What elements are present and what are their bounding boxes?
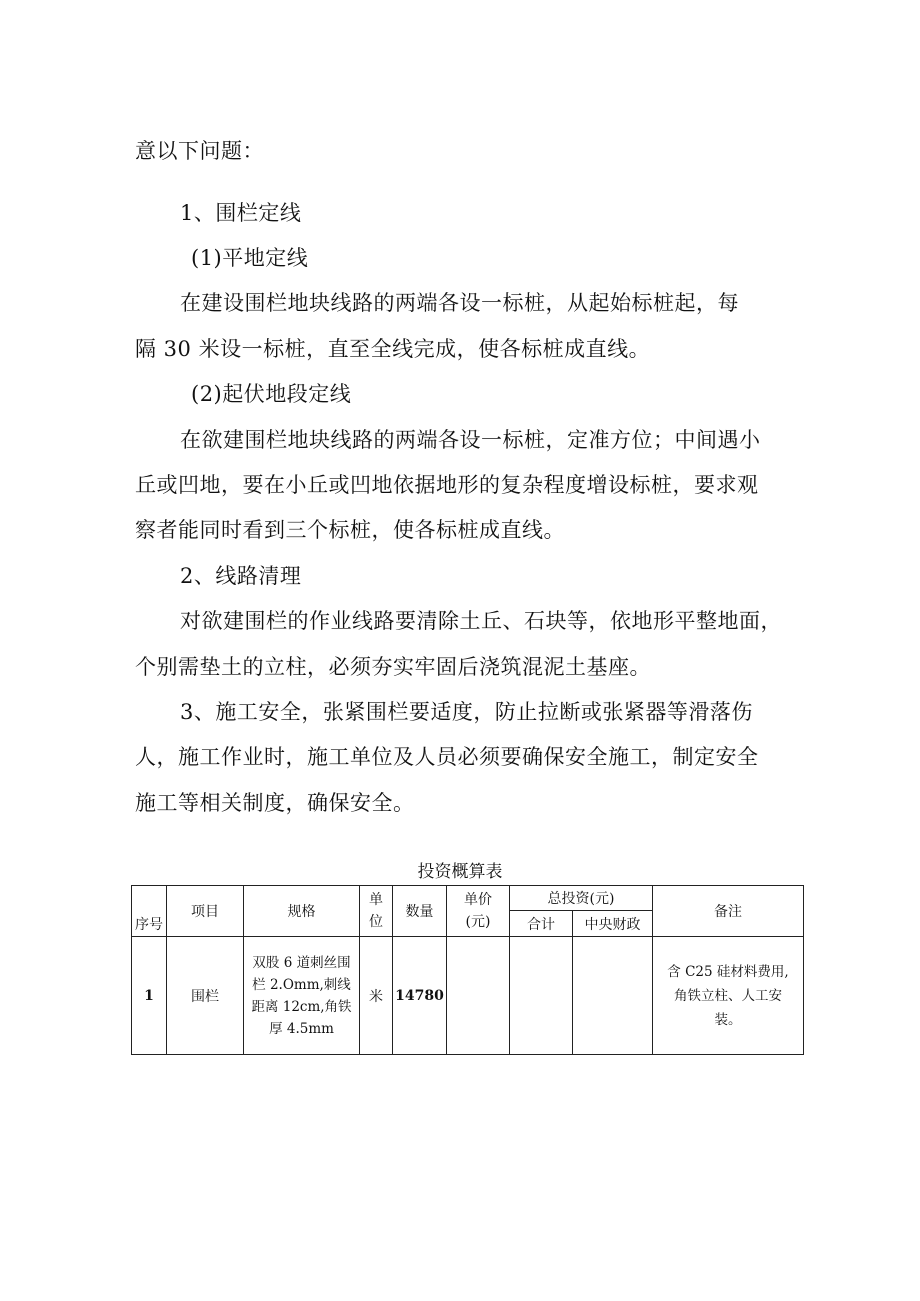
header-unit-char-1: 单 xyxy=(369,892,383,908)
heading-route-clearing: 2、线路清理 xyxy=(180,564,302,588)
cell-spec-line: 距离 12cm,角铁 xyxy=(251,998,352,1015)
cell-price xyxy=(447,937,510,1055)
cell-spec xyxy=(244,937,360,1055)
paragraph-line: 3、施工安全，张紧围栏要适度，防止拉断或张紧器等滑落伤 xyxy=(180,700,753,724)
header-item: 项目 xyxy=(167,886,244,937)
cell-qty: 14780 xyxy=(393,937,447,1055)
header-sum: 合计 xyxy=(510,911,573,937)
investment-budget-table xyxy=(131,885,804,1055)
paragraph-line: 在欲建围栏地块线路的两端各设一标桩，定准方位；中间遇小 xyxy=(180,428,761,452)
header-central-finance: 中央财政 xyxy=(573,911,653,937)
subheading-flat-alignment: (1)平地定线 xyxy=(191,246,309,270)
header-qty: 数量 xyxy=(393,886,447,937)
cell-note-line: 角铁立柱、人工安 xyxy=(674,987,782,1004)
paragraph-line: 对欲建围栏的作业线路要清除土丘、石块等，依地形平整地面， xyxy=(180,609,782,633)
table-header-row xyxy=(132,886,804,911)
table-caption: 投资概算表 xyxy=(417,862,503,882)
cell-seq: 1 xyxy=(132,937,167,1055)
header-unit xyxy=(360,886,393,937)
cell-note-line: 装。 xyxy=(714,1011,742,1028)
paragraph-line: 在建设围栏地块线路的两端各设一标桩，从起始标桩起，每 xyxy=(180,291,739,315)
cell-spec-line: 栏 2.Omm,刺线 xyxy=(252,976,351,993)
cell-central-finance xyxy=(573,937,653,1055)
paragraph-line: 察者能同时看到三个标桩，使各标桩成直线。 xyxy=(135,518,565,542)
paragraph-line: 施工等相关制度，确保安全。 xyxy=(135,791,415,815)
header-price-line-1: 单价 xyxy=(464,892,492,908)
subheading-undulating-alignment: (2)起伏地段定线 xyxy=(191,382,352,406)
paragraph-line: 丘或凹地，要在小丘或凹地依据地形的复杂程度增设标桩，要求观 xyxy=(135,473,759,497)
cell-note xyxy=(653,937,804,1055)
paragraph-line: 人，施工作业时，施工单位及人员必须要确保安全施工，制定安全 xyxy=(135,745,759,769)
header-total-investment: 总投资(元) xyxy=(510,886,653,911)
header-price xyxy=(447,886,510,937)
header-note: 备注 xyxy=(653,886,804,937)
paragraph-line: 个别需垫土的立柱，必须夯实牢固后浇筑混泥土基座。 xyxy=(135,655,651,679)
cell-spec-line: 厚 4.5mm xyxy=(269,1020,334,1037)
cell-spec-line: 双股 6 道刺丝围 xyxy=(252,954,351,971)
cell-unit: 米 xyxy=(360,937,393,1055)
cell-note-line: 含 C25 硅材料费用, xyxy=(667,963,789,980)
heading-fence-alignment: 1、围栏定线 xyxy=(180,201,302,225)
paragraph-line: 隔 30 米设一标桩，直至全线完成，使各标桩成直线。 xyxy=(135,337,651,361)
header-price-line-2: (元) xyxy=(465,914,491,930)
table-row xyxy=(132,937,804,1055)
header-spec: 规格 xyxy=(244,886,360,937)
header-unit-char-2: 位 xyxy=(369,914,383,930)
paragraph-continuation: 意以下问题： xyxy=(135,139,264,163)
header-seq: 序号 xyxy=(132,886,167,937)
cell-item: 围栏 xyxy=(167,937,244,1055)
cell-sum xyxy=(510,937,573,1055)
